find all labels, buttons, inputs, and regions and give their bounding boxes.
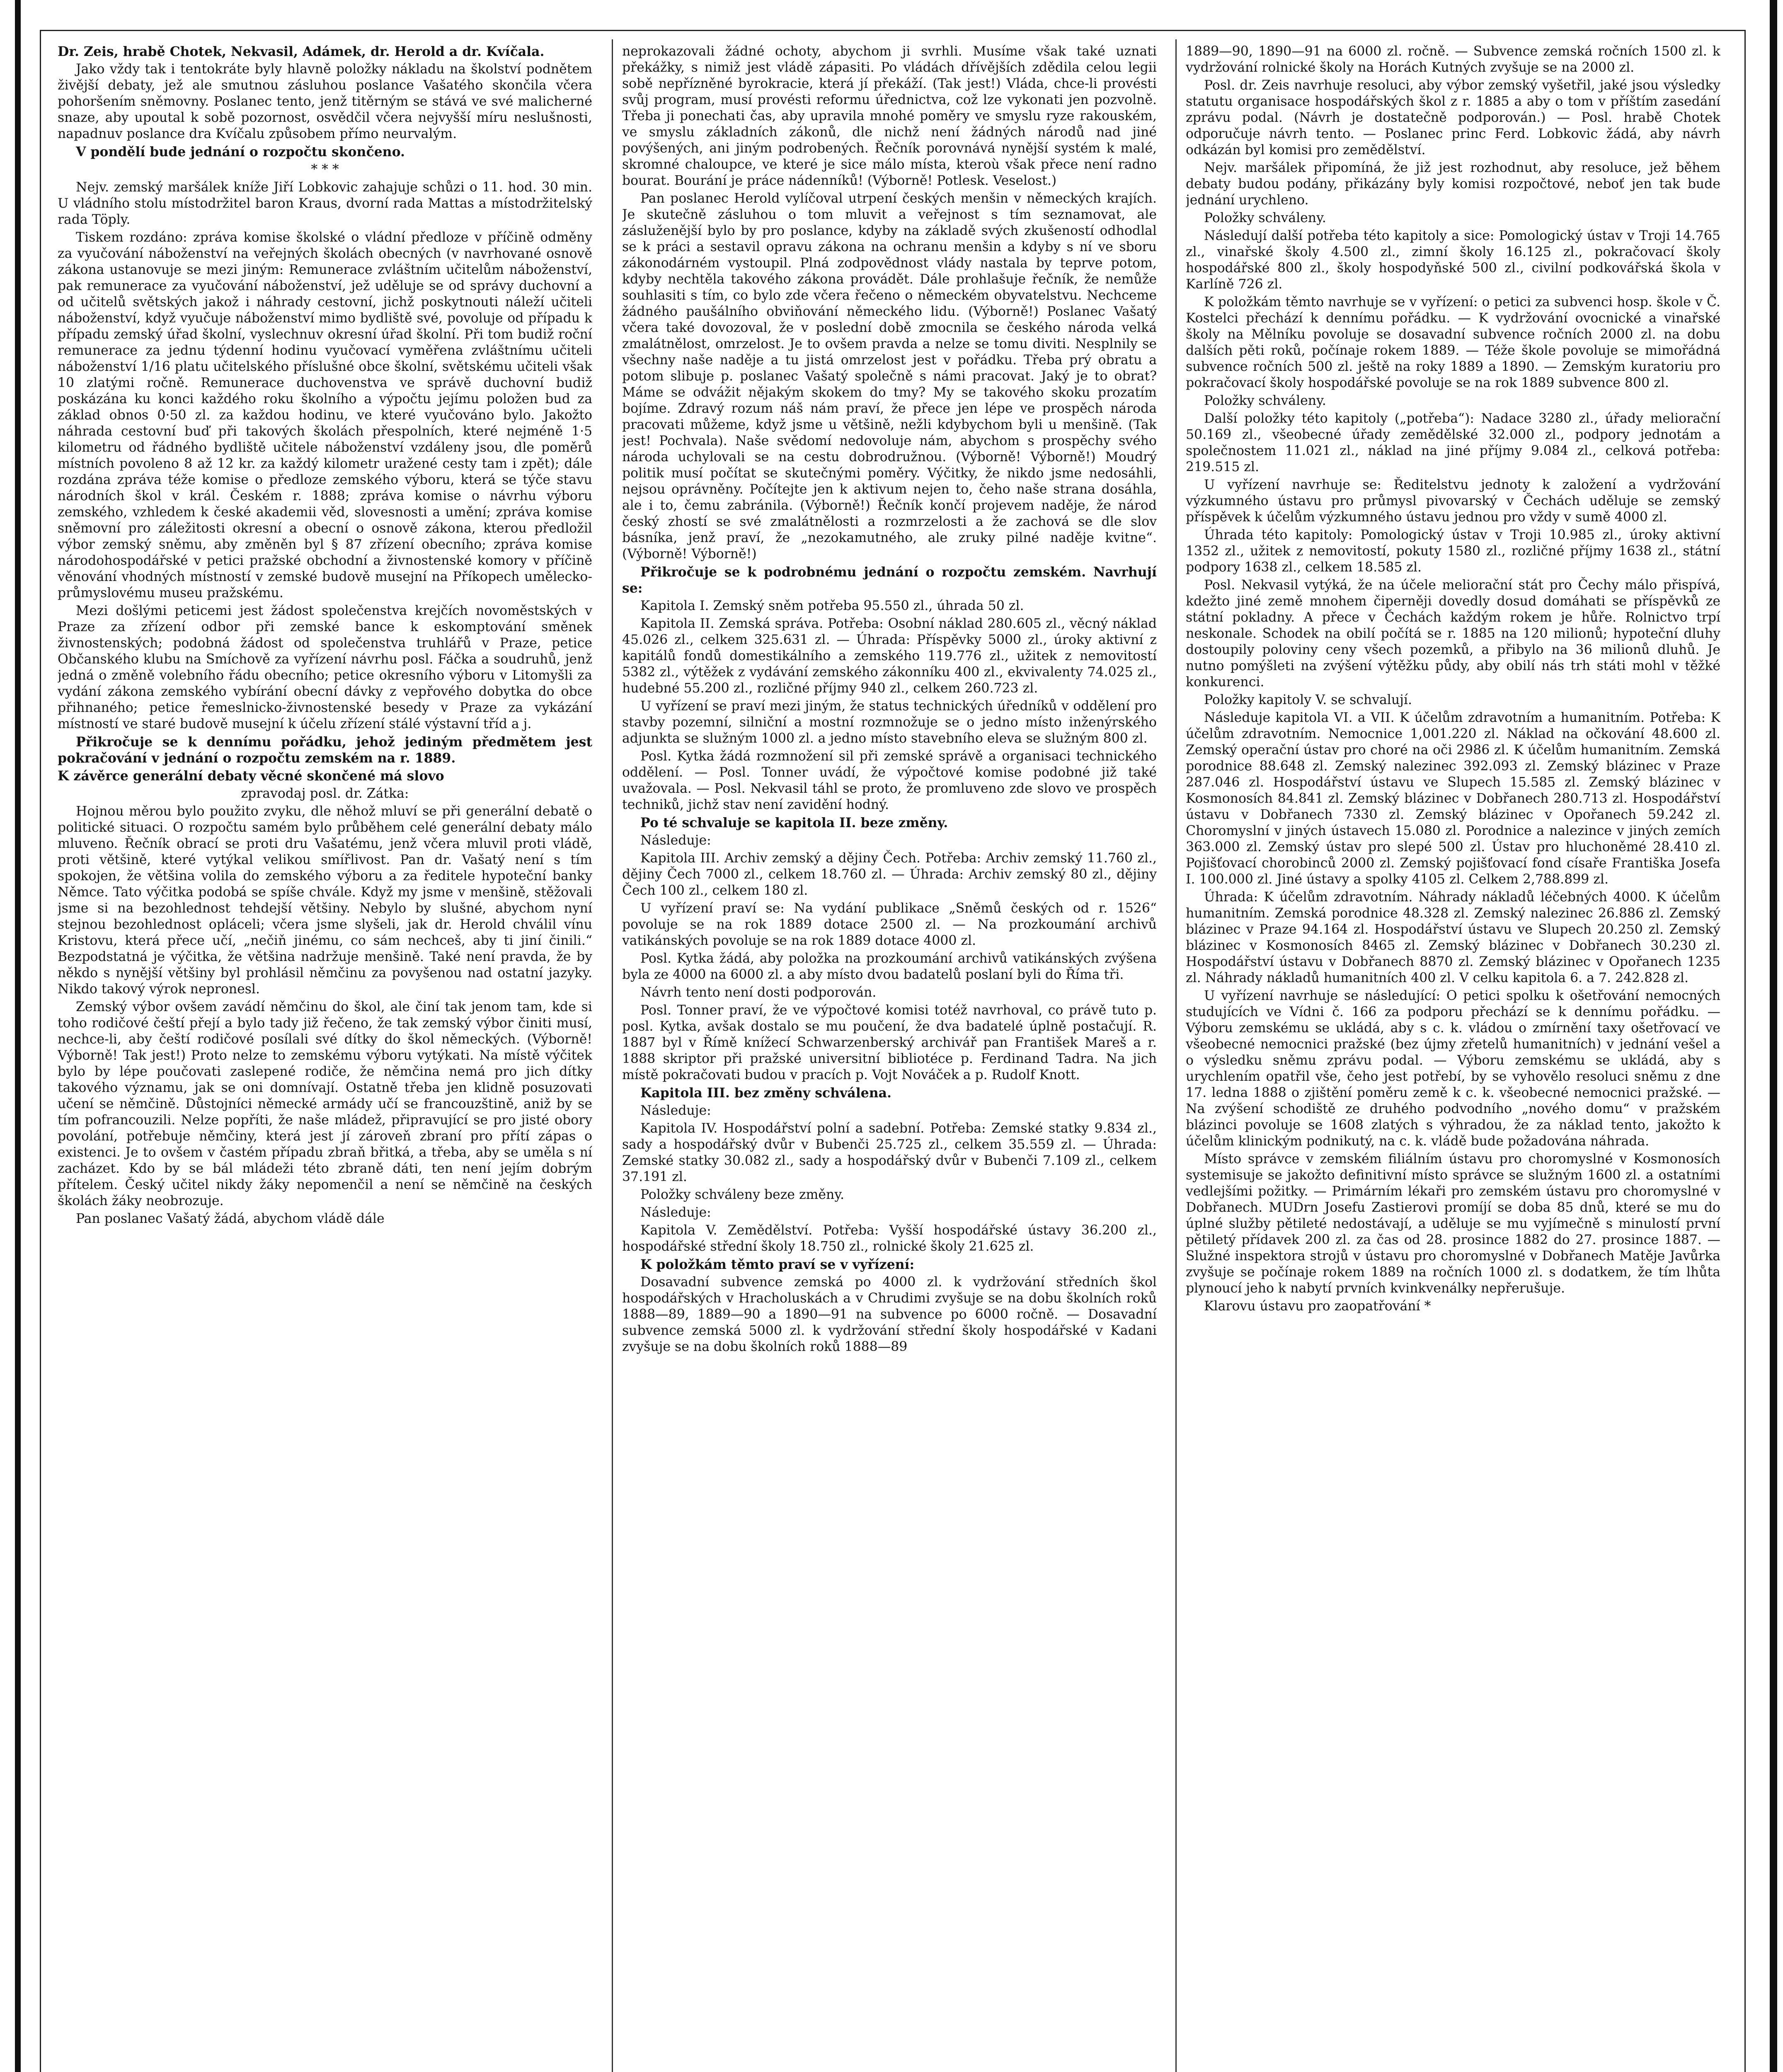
column-2 (622, 44, 1157, 2072)
paragraph: Položky schváleny. (1204, 211, 1326, 225)
paragraph: Úhrada této kapitoly: Pomologický ústav v Troji 10.985 zl., úroky aktivní 1352 zl., užitek z nemovitostí, pokuty 1580 zl., rozličné příjmy 1638 zl., státní podpory 1638 zl., celkem 18.585 zl. (1186, 528, 1720, 575)
paragraph: Klarovu ústavu pro zaopatřování * (1204, 1299, 1431, 1314)
paragraph: neprokazovali žádné ochoty, abychom ji svrhli. Musíme však také uznati překážky, s nimiž jest vládě zápasiti. Po vládách dřívějších zdědila celou legii sobě nepřízněné byrokracie, která jí překáží. (Tak jest!) Vláda, chce-li provésti svůj program, musí provésti reformu úřednictva, což lze vykonati jen pozvolně. Třeba ji ponechati čas, aby upravila mnohé poměry ve smyslu ryze rakouském, ve smyslu základních zákonů, dle nichž není žádných národů nad jiné povýšených, ani jiným podrobených. Řečník porovnává nynější systém k malé, skromné chaloupce, ve které je sice málo místa, kteroù však přece není radno bourat. Bourání je práce nádenníků! (Výborně! Potlesk. Veselost.) (622, 44, 1157, 188)
paragraph: Položky kapitoly V. se schvalují. (1204, 692, 1412, 707)
paragraph: Hojnou měrou bylo použito zvyku, dle něhož mluví se při generální debatě o politické situaci. O rozpočtu samém bylo průběhem celé generální debaty málo mluveno. Řečník obrací se proti dru Vašatému, jenž včera mluvil proti vládě, proti většině, které vytýkal velikou smířlivost. Pan dr. Vašatý není s tím spokojen, že většina volila do zemského výboru a za ředitele hypoteční banky Němce. Tato výčitka podobá se spíše chvále. Když my jsme v menšině, stěžovali jsme si na bezohlednost tehdejší většiny. Nebylo by slušné, abychom nyní stejnou bezohlednost opláceli; včera jsme slyšeli, jak dr. Herold chválil vínu Kristovu, která přece učí, „nečiň jinému, co sám nechceš, aby ti jiní činili.“ Bezpodstatná je výčitka, že většina nadržuje menšině. Také není pravda, že by někdo s nynější většiny byl prohlásil němčinu za povyšenou nad ostatní jazyky. Nikdo takový výrok nepronesl. (58, 804, 592, 997)
scan-right-edge (1770, 0, 1777, 2072)
paragraph: Posl. Kytka žádá rozmnožení sil při zemské správě a organisaci technického oddělení. — Posl. Tonner uvádí, že výpočtové komise podobné již také uvažovala. — Posl. Nekvasil táhl se proto, že promluveno zde slovo ve prospěch techniků, jichž stav není zavidění hodný. (622, 749, 1157, 812)
paragraph: Následuje: (640, 833, 711, 848)
paragraph: zpravodaj posl. dr. Zátka: (241, 786, 409, 801)
paragraph: Přikročuje se k dennímu pořádku, jehož jediným předmětem jest pokračování v jednání o rozpočtu zemském na r. 1889. (58, 734, 592, 766)
paragraph: Posl. Kytka žádá, aby položka na prozkoumání archivů vatikánských zvýšena byla ze 4000 na 6000 zl. a aby místo dvou badatelů poslaní byli do Říma tři. (622, 951, 1157, 982)
paragraph: * * * (311, 162, 339, 177)
paragraph: Posl. Nekvasil vytýká, že na účele meliorační stát pro Čechy málo přispívá, kdežto jiné země mnohem čiperněji dovedly dosud domáhati se příspěvků ze státní pokladny. A přece v Čechách každým rokem je hůře. Rolnictvo trpí neskonale. Schodek na obilí počítá se r. 1885 na 120 milionů; hypoteční dluhy dostoupily poloviny ceny všech pozemků, a přibylo na 36 milionů dluhů. Je nutno pomýšleti na zvýšení výtěžku půdy, aby obilí nás trh státi mohl v těžké konkurenci. (1186, 578, 1720, 690)
paragraph: Posl. Tonner praví, že ve výpočtové komisi totéž navrhoval, co právě tuto p. posl. Kytka, avšak dostalo se mu poučení, že dva badatelé úplně postačují. R. 1887 byl v Římě knížecí Schwarzenberský archivář pan František Mareš a r. 1888 skriptor při pražské universitní bibliotéce p. Ferdinand Tadra. Na jich místě pokračovati budou v pracích p. Vojt Nováček a p. Rudolf Knott. (622, 1003, 1157, 1082)
paragraph: Jako vždy tak i tentokráte byly hlavně položky nákladu na školství podnětem živější debaty, jež ale smutnou zásluhou poslance Vašatého skončila včera pohoršením sněmovny. Poslanec tento, jenž titěrným se stává ve své malicherné snaze, aby upoutal k sobě pozornost, osvědčil včera nejvyšší míru neslušnosti, napadnuv poslance dra Kvíčalu způsobem přímo neurvalým. (58, 62, 592, 141)
paragraph: U vyřízení navrhuje se: Ředitelstvu jednoty k založení a vydržování výzkumného ústavu pro průmysl pivovarský v Čechách uděluje se zemský příspěvek k účelům výzkumného ústavu jednou pro vždy v sumě 4000 zl. (1186, 477, 1720, 525)
paragraph: Kapitola IV. Hospodářství polní a sadební. Potřeba: Zemské statky 9.834 zl., sady a hospodářský dvůr v Bubenči 25.725 zl., celkem 35.559 zl. — Úhrada: Zemské statky 30.082 zl., sady a hospodářský dvůr v Bubenči 7.109 zl., celkem 37.191 zl. (622, 1121, 1157, 1184)
paragraph: Tiskem rozdáno: zpráva komise školské o vládní předloze v příčině odměny za vyučování náboženství na veřejných školách obecných (v navrhované osnově zákona ustanovuje se mezi jiným: Remunerace zvláštním učitelům náboženství, pak remunerace za vyučování náboženství, jež uděluje se od správy duchovní a od učitelů světských jakož i náhrady cestovní, jichž poskytnouti náleží učiteli náboženství, když vyučuje náboženství mimo bydliště své, povoluje od případu k případu zemský úřad školní, vyslechnuv okresní úřad školní. Při tom budiž roční remunerace za jednu týdenní hodinu vyučovací vyměřena zvláštnímu učiteli náboženství 1/16 platu učitelského příslušné obce školní, světskému učiteli však 10 zlatými ročně. Remunerace duchovenstva ve správě duchovní budiž poskázána ku konci každého roku školního a výpočtu jejímu položen bud za základ obnos 0·50 zl. za každou hodinu, ve které vyučováno bylo. Jakožto náhrada cestovní buď při takových školách přespolních, které nejméně 1·5 kilometru od řádného bydliště učitele náboženství vzdáleny jsou, dle poměrů místních povoleno 8 až 12 kr. za každý kilometr uražené cesty tam i zpět); dále rozdána zpráva téže komise o předloze zemského výboru, která se týče stavu národních škol v král. Českém r. 1888; zpráva komise o návrhu výboru zemského, vzhledem k české akademii věd, slovesnosti a umění; zpráva komise sněmovní pro záležitosti okresní a obecní o osnově zákona, kterou předložil výbor zemský sněmu, aby změněn byl § 87 zřízení obecního; zpráva komise národohospodářské v petici pražské obchodní a živnostenské komory v příčině věnování vhodných místností v zemské budově musejní na Příkopech umělecko-průmyslovému museu pražskému. (58, 230, 592, 600)
newspaper-page (40, 30, 1746, 2072)
paragraph: Zemský výbor ovšem zavádí němčinu do škol, ale činí tak jenom tam, kde si toho rodičové čeští přejí a bylo tady již řečeno, že tak zemský výbor činiti musí, nechce-li, aby čeští rodičové posílali své dítky do škol německých. (Výborně! Výborně! Tak jest!) Proto nelze to zemskému výboru vytýkati. Na místě výčitek bylo by lépe poučovati zaslepené rodiče, že němčina nemá pro jich dítky takového významu, jak se oni domnívají. Ostatně třeba jen klidně posuzovati učení se němčině. Důstojníci německé armády učí se francouzštině, aniž by se tím pofrancouzili. Nelze popříti, že naše mládež, připravující se pro jisté obory povolání, potřebuje němčiny, která jest jí zároveň zbraní pro přítí zápas o existenci. Je to ovšem v častém případu zbraň břitká, a třeba, aby se uměla s ní zacházet. Kdo by se bál mládeži této zbraně dáti, ten není jejím dobrým přítelem. Český učitel nikdy žáky nepomenčil a není se němčině na českých školách žáky neobrozuje. (58, 1000, 592, 1208)
paragraph: Mezi došlými peticemi jest žádost společenstva krejčích novoměstských v Praze za zřízení odbor při zemské bance k eskomptování směnek živnostenských; podobná žádost od společenstva truhlářů v Praze, petice Občanského klubu na Smíchově za vyřízení návrhu posl. Fáčka a soudruhů, jenž jedná o změně volebního řádu obecního; petice okresního výboru v Litomyšli za vydání zákona zemského vybírání obecní dávky z vepřového dobytka do obce přihnaného; petice řemeslnicko-živnostenské besedy v Praze za vykázání místností ve staré budově musejní k účelu zřízení stálé výstavní tříd a j. (58, 603, 592, 731)
paragraph: Dosavadní subvence zemská po 4000 zl. k vydržování středních škol hospodářských v Hracholuskách a v Chrudimi zvyšuje se na dobu školních roků 1888—89, 1889—90 a 1890—91 na subvence po 6000 ročně. — Dosavadní subvence zemská 5000 zl. k vydržování střední školy hospodářské v Kadani zvyšuje se na dobu školních roků 1888—89 (622, 1275, 1157, 1354)
paragraph: Přikročuje se k podrobnému jednání o rozpočtu zemském. Navrhují se: (622, 564, 1157, 596)
paragraph: V pondělí bude jednání o rozpočtu skončeno. (76, 144, 405, 160)
scan-left-edge (15, 0, 21, 2072)
paragraph: Po té schvaluje se kapitola II. beze změny. (640, 815, 948, 830)
column-1 (58, 44, 592, 2072)
paragraph: Položky schváleny beze změny. (640, 1187, 844, 1202)
paragraph: Kapitola II. Zemská správa. Potřeba: Osobní náklad 280.605 zl., věcný náklad 45.026 zl., celkem 325.631 zl. — Úhrada: Příspěvky 5000 zl., úroky aktivní z kapitálů fondů domestikálního a zemského 119.776 zl., užitek z nemovitostí 5382 zl., výtěžek z vydávání zemského zákonníku 400 zl., ekvivalenty 74.025 zl., hudebné 55.200 zl., rozličné příjmy 940 zl., celkem 260.723 zl. (622, 616, 1157, 696)
paragraph: Následují další potřeba této kapitoly a sice: Pomologický ústav v Troji 14.765 zl., vinařské školy 4.500 zl., zimní školy 16.125 zl., pokračovací školy hospodářské 800 zl., školy hospodyňské 500 zl., civilní podkovářská škola v Karlíně 726 zl. (1186, 228, 1720, 292)
paragraph: Položky schváleny. (1204, 393, 1326, 408)
column-divider-2 (1175, 39, 1177, 2072)
paragraph: U vyřízení se praví mezi jiným, že status technických úředníků v oddělení pro stavby pozemní, silniční a mostní rozmnožuje se o jedno místo inženýrského adjunkta se služným 1000 zl. a jedno místo stavebního eleva se služným 800 zl. (622, 699, 1157, 746)
paragraph: Kapitola III. bez změny schválena. (640, 1085, 892, 1101)
paragraph: Pan poslanec Vašatý žádá, abychom vládě dále (76, 1211, 385, 1226)
column-3 (1186, 44, 1720, 2072)
paragraph: Posl. dr. Zeis navrhuje resoluci, aby výbor zemský vyšetřil, jaké jsou výsledky statutu organisace hospodářských škol z r. 1885 a aby o tom v příštím zasedání zprávu podal. (Návrh je dostatečně podporován.) — Posl. hrabě Chotek odporučuje návrh tento. — Poslanec princ Ferd. Lobkovic žádá, aby návrh odkázán byl komisi pro zemědělství. (1186, 78, 1720, 157)
paragraph: U vyřízení praví se: Na vydání publikace „Sněmů českých od r. 1526“ povoluje se na rok 1889 dotace 2500 zl. — Na prozkoumání archivů vatikánských povoluje se na rok 1889 dotace 4000 zl. (622, 901, 1157, 948)
paragraph: Pan poslanec Herold vylíčoval utrpení českých menšin v německých krajích. Je skutečně zásluhou o tom mluvit a veřejnost s tím seznamovat, ale zásluženější bylo by pro poslance, kdyby na základě svých zkušeností odhodlal se k práci a sestavil opravu zákona na ochranu menšin a kdyby s ní ve sboru zákonodárném vystoupil. Plná zodpovědnost vlády nastala by teprve potom, kdyby nechtěla takového zákona provádět. Dále prohlašuje řečník, že nemůže souhlasiti s tím, co bylo zde včera řečeno o německém obyvatelstvu. Nechceme žádného paušálního obviňování německého lidu. (Výborně!) Poslanec Vašatý včera také dovozoval, že v poslední době zmocnila se českého národa velká zmalátnělost, omrzelost. Je to ovšem pravda a nelze se tomu diviti. Nesplnily se všechny naše naděje a tu jistá omrzelost jest v pořádku. Třeba prý obratu a potom slibuje p. poslanec Vašatý společně s námi pracovat. Jaký je to obrat? Máme se odvážit nějakým skokem do tmy? My se takového skoku prozatím bojíme. Zdravý rozum náš nám praví, že přece jen lépe ve prospěch národa pracovati můžeme, když jsme u většině, nežli kdybychom byli u menšině. (Tak jest! Pochvala). Naše svědomí nedovoluje nám, abychom s prospěchy svého národa uchylovali se na cestu dobrodružnou. (Výborně! Výborně!) Moudrý politik musí počítat se skutečnými poměry. Výčitky, že nikdo jsme nedosáhli, nejsou oprávněny. Počítejte jen k aktivum nejen to, čeho naše strana dosáhla, ale i to, čemu zabránila. (Výborně!) Řečník končí projevem naděje, že národ český zhostí se své zmalátnělosti a rozmrzelosti a že zachová se dle slov básníka, jenž praví, že „nezokamutného, ale zruky pilné naděje kvitne“. (Výborně! Výborně!) (622, 191, 1157, 562)
paragraph: Další položky této kapitoly („potřeba“): Nadace 3280 zl., úřady meliorační 50.169 zl., všeobecné úřady zemědělské 32.000 zl., podpory jednotám a společnostem 11.021 zl., náklad na jiné příjmy 9.084 zl., celková potřeba: 219.515 zl. (1186, 411, 1720, 474)
paragraph: U vyřízení navrhuje se následující: O petici spolku k ošetřování nemocných studujících ve Vídni č. 166 za podporu přechází se k dennímu pořádku. — Výboru zemskému se ukládá, aby s c. k. vládou o zmírnění taxy ošetřovací ve všeobecné nemocnici pražské (bez újmy zřetelů humanitních) v jednání vešel a o výsledku sněmu zprávu podal. — Výboru zemskému se ukládá, aby s urychlením opatřil vše, čeho jest potřebí, by se vyhovělo resoluci sněmu z dne 17. ledna 1888 o zjištění poměru země k c. k. všeobecné nemocnici pražské. — Na zvýšení schodiště ze druhého podvodního „nového domu“ v pražském blázinci povoluje se 1608 zlatých s výhradou, že za náklad tento, jakožto k účelům klinickým podnikutý, na c. k. vládě bude požadována náhrada. (1186, 988, 1720, 1149)
paragraph: Nejv. maršálek připomíná, že již jest rozhodnut, aby resoluce, jež během debaty budou podány, přikázány byly komisi rozpočtové, neboť jen tak bude jednání urychleno. (1186, 160, 1720, 208)
paragraph: Kapitola I. Zemský sněm potřeba 95.550 zl., úhrada 50 zl. (640, 598, 1024, 613)
paragraph: Následuje: (640, 1103, 711, 1118)
paragraph: K položkám těmto navrhuje se v vyřízení: o petici za subvenci hosp. škole v Č. Kostelci přechází k dennímu pořádku. — K vydržování ovocnické a vinařské školy na Mělníku povoluje se dosavadní subvence ročních 2000 zl. na dobu dalších pěti roků, počínaje rokem 1889. — Téže škole povoluje se mimořádná subvence ročních 500 zl. ještě na roky 1889 a 1890. — Zemským kuratoriu pro pokračovací školy hospodářské povoluje se na rok 1889 subvence 800 zl. (1186, 295, 1720, 390)
paragraph: Dr. Zeis, hrabě Chotek, Nekvasil, Adámek, dr. Herold a dr. Kvíčala. (58, 44, 545, 59)
paragraph: 1889—90, 1890—91 na 6000 zl. ročně. — Subvence zemská ročních 1500 zl. k vydržování rolnické školy na Horách Kutných zvyšuje se na 2000 zl. (1186, 44, 1720, 75)
paragraph: K položkám těmto praví se v vyřízení: (640, 1257, 915, 1272)
paragraph: Návrh tento není dosti podporován. (640, 985, 877, 1000)
paragraph: Kapitola III. Archiv zemský a dějiny Čech. Potřeba: Archiv zemský 11.760 zl., dějiny Čech 7000 zl., celkem 18.760 zl. — Úhrada: Archiv zemský 80 zl., dějiny Čech 100 zl., celkem 180 zl. (622, 851, 1157, 898)
paragraph: K závěrce generální debaty věcné skončené má slovo (58, 768, 444, 784)
column-divider-1 (612, 39, 613, 2072)
paragraph: Následuje: (640, 1205, 711, 1220)
paragraph: Úhrada: K účelům zdravotním. Náhrady nákladů léčebných 4000. K účelům humanitním. Zemská porodnice 48.328 zl. Zemský nalezinec 26.886 zl. Zemský blázinec v Praze 94.164 zl. Hospodářství ústavu ve Slupech 20.250 zl. Zemský blázinec v Kosmonosích 8465 zl. Zemský blázinec v Dobřanech 30.230 zl. Hospodářství ústavu v Dobřanech 8870 zl. Zemský blázinec v Opořanech 1235 zl. Náhrady nákladů humanitních 400 zl. V celku kapitola 6. a 7. 242.828 zl. (1186, 890, 1720, 985)
paragraph: Kapitola V. Zemědělství. Potřeba: Vyšší hospodářské ústavy 36.200 zl., hospodářské střední školy 18.750 zl., rolnické školy 21.625 zl. (622, 1223, 1157, 1254)
paragraph: Následuje kapitola VI. a VII. K účelům zdravotním a humanitním. Potřeba: K účelům zdravotním. Nemocnice 1,001.220 zl. Náklad na očkování 48.600 zl. Zemský operační ústav pro choré na oči 2986 zl. K účelům humanitním. Zemská porodnice 88.648 zl. Zemský nalezinec 392.093 zl. Zemský blázinec v Praze 287.046 zl. Hospodářství ústavu ve Slupech 15.585 zl. Zemský blázinec v Kosmonosích 84.841 zl. Zemský blázinec v Dobřanech 280.713 zl. Hospodářství ústavu v Dobřanech 7330 zl. Zemský blázinec v Opořanech 59.242 zl. Choromyslní v jiných ústavech 15.080 zl. Porodnice a nalezince v jiných zemích 363.000 zl. Zemský ústav pro slepé 500 zl. Ústav pro hluchoněmé 28.410 zl. Pojišťovací chorobinců 2000 zl. Zemský pojišťovací fond císaře Františka Josefa I. 100.000 zl. Jiné ústavy a spolky 4105 zl. Celkem 2,788.899 zl. (1186, 710, 1720, 887)
paragraph: Místo správce v zemském filiálním ústavu pro choromyslné v Kosmonosích systemisuje se jakožto definitivní místo správce se služným 1600 zl. a ostatními vedlejšími požitky. — Primárním lékaři pro zemském ústavu pro choromyslné v Dobřanech. MUDrn Josefu Zastierovi promíjí se doba 85 dnů, které se mu do úplné služby pětileté nedostávají, a uděluje se mu vyjímečně s minulostí první pětiletý přídavek 200 zl. za čas od 28. prosince 1882 do 27. prosince 1887. — Služné inspektora strojů v ústavu pro choromyslné v Dobřanech Matěje Javůrka zvyšuje se počínaje rokem 1889 na ročních 1000 zl. s dodatkem, že tím lhůta plynoucí jeho k nabytí prvních kvinkvenálky nepřerušuje. (1186, 1152, 1720, 1296)
paragraph: Nejv. zemský maršálek kníže Jiří Lobkovic zahajuje schůzi o 11. hod. 30 min. U vládního stolu místodržitel baron Kraus, dvorní rada Mattas a místodržitelský rada Töply. (58, 180, 592, 227)
